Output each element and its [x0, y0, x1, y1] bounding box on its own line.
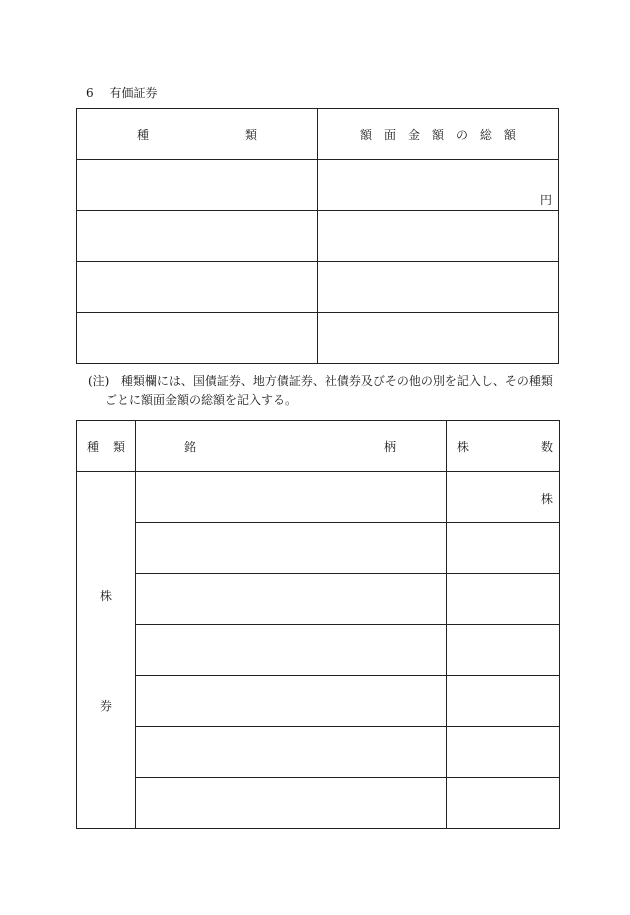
note	[88, 372, 558, 410]
note-label: (注)	[88, 374, 110, 388]
table-header-row	[77, 421, 560, 472]
header-brand: 銘 柄	[136, 421, 447, 472]
header-kind: 種 類	[77, 109, 318, 160]
table-row	[77, 262, 559, 313]
table-header-row	[77, 109, 559, 160]
kind-stock-cell	[77, 472, 136, 829]
note-line2: ごとに額面金額の総額を記入する。	[105, 393, 298, 407]
brand-cell[interactable]	[136, 727, 447, 778]
shares-cell[interactable]	[447, 676, 560, 727]
shares-cell[interactable]	[447, 778, 560, 829]
amount-cell[interactable]	[318, 160, 559, 211]
shares-cell[interactable]	[447, 472, 560, 523]
shares-cell[interactable]	[447, 523, 560, 574]
yen-unit: 円	[539, 193, 552, 207]
header-face-value-total: 額 面 金 額 の 総 額	[318, 109, 559, 160]
brand-cell[interactable]	[136, 574, 447, 625]
stock-table	[76, 420, 560, 829]
kind-cell[interactable]	[77, 262, 318, 313]
brand-cell[interactable]	[136, 625, 447, 676]
brand-cell[interactable]	[136, 778, 447, 829]
brand-cell[interactable]	[136, 472, 447, 523]
table-row	[77, 676, 560, 727]
table-row	[77, 574, 560, 625]
amount-cell[interactable]	[318, 313, 559, 364]
section-number: 6	[86, 86, 94, 100]
kind-cell[interactable]	[77, 211, 318, 262]
brand-cell[interactable]	[136, 676, 447, 727]
table-row	[77, 313, 559, 364]
table-row	[77, 778, 560, 829]
table-row	[77, 160, 559, 211]
table-row	[77, 211, 559, 262]
header-kind: 種 類	[77, 421, 136, 472]
securities-amount-table	[76, 108, 559, 364]
table-row	[77, 523, 560, 574]
section-title	[86, 84, 157, 101]
brand-cell[interactable]	[136, 523, 447, 574]
shares-cell[interactable]	[447, 727, 560, 778]
kind-char-2: 券	[99, 699, 112, 713]
kind-cell[interactable]	[77, 160, 318, 211]
section-title-text: 有価証券	[109, 86, 158, 100]
table-row	[77, 727, 560, 778]
note-line1: 種類欄には、国債証券、地方債証券、社債券及びその他の別を記入し、その種類	[120, 374, 553, 388]
kind-char-1: 株	[99, 589, 112, 603]
share-unit: 株	[540, 492, 553, 506]
shares-cell[interactable]	[447, 574, 560, 625]
header-shares: 株 数	[447, 421, 560, 472]
amount-cell[interactable]	[318, 262, 559, 313]
table-row	[77, 472, 560, 523]
kind-cell[interactable]	[77, 313, 318, 364]
shares-cell[interactable]	[447, 625, 560, 676]
table-row	[77, 625, 560, 676]
amount-cell[interactable]	[318, 211, 559, 262]
